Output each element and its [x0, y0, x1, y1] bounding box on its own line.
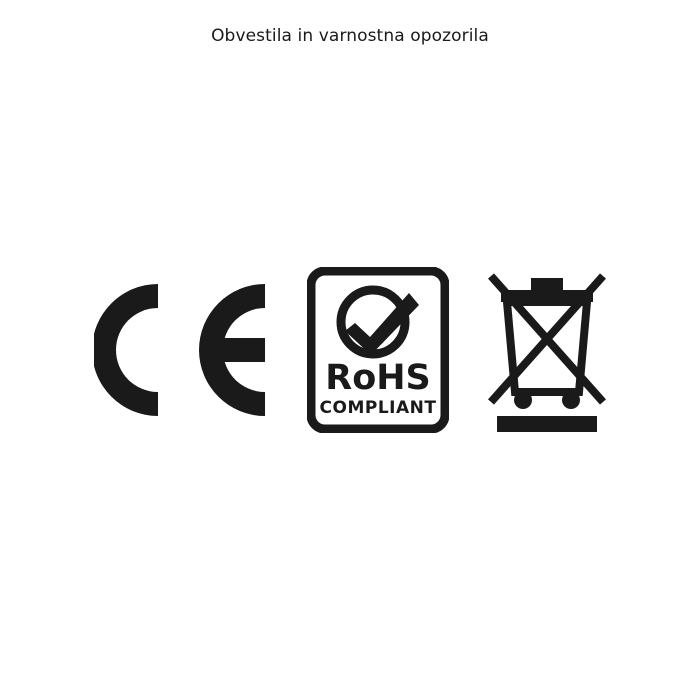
crossed-out-wheelie-bin-icon — [487, 266, 607, 434]
compliance-marks-row — [0, 255, 700, 445]
page-title: Obvestila in varnostna opozorila — [211, 26, 489, 46]
svg-text:RoHS: RoHS — [324, 358, 431, 398]
ce-mark — [94, 270, 269, 430]
weee-mark — [487, 266, 607, 434]
svg-text:COMPLIANT: COMPLIANT — [319, 398, 436, 418]
ce-marking-icon — [94, 270, 269, 430]
rohs-compliant-icon — [307, 267, 449, 433]
rohs-mark — [307, 267, 449, 433]
